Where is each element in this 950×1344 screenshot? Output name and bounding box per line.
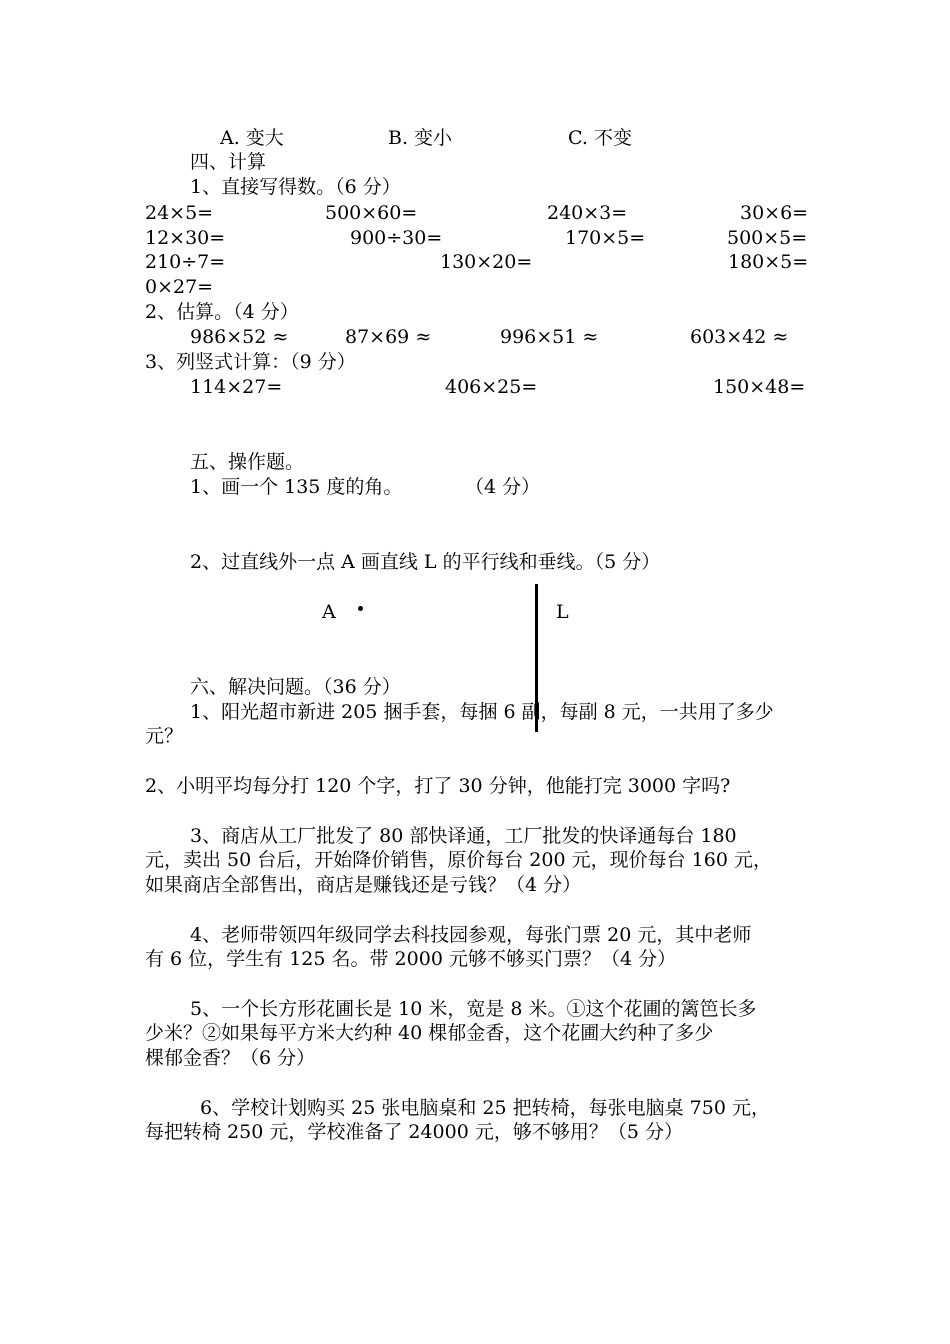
vertical-calc-item: 150×48=	[713, 376, 806, 398]
estimate-item: 986×52 ≈	[190, 326, 289, 348]
problem-4-line: 4、老师带领四年级同学去科技园参观，每张门票 20 元，其中老师	[190, 924, 752, 946]
calc-item: 12×30=	[145, 227, 226, 249]
point-a-label: A	[322, 601, 336, 623]
calc-item: 24×5=	[145, 202, 214, 224]
section-6-title: 六、解决问题。（36 分）	[190, 676, 401, 698]
calc-item: 900÷30=	[350, 227, 443, 249]
estimate-item: 603×42 ≈	[690, 326, 789, 348]
q5-2: 2、过直线外一点 A 画直线 L 的平行线和垂线。（5 分）	[190, 551, 661, 573]
problem-3-line: 如果商店全部售出，商店是赚钱还是亏钱？（4 分）	[145, 874, 582, 896]
choice-c: C. 不变	[568, 127, 632, 149]
calc-item: 240×3=	[547, 202, 628, 224]
line-l-label: L	[556, 601, 569, 623]
calc-item: 0×27=	[145, 276, 214, 298]
problem-5-line: 5、一个长方形花圃长是 10 米，宽是 8 米。①这个花圃的篱笆长多	[190, 998, 757, 1020]
problem-4-line: 有 6 位，学生有 125 名。带 2000 元够不够买门票？（4 分）	[145, 948, 677, 970]
section-5-title: 五、操作题。	[190, 451, 305, 473]
choice-a: A. 变大	[220, 127, 284, 149]
problem-5-line: 少米？②如果每平方米大约种 40 棵郁金香，这个花圃大约种了多少	[145, 1022, 714, 1044]
calc-item: 170×5=	[565, 227, 646, 249]
calc-item: 30×6=	[740, 202, 809, 224]
section-4-title: 四、计算	[190, 151, 267, 173]
problem-6-line: 6、学校计划购买 25 张电脑桌和 25 把转椅，每张电脑桌 750 元，	[200, 1097, 770, 1119]
vertical-calc-item: 406×25=	[445, 376, 538, 398]
calc-item: 130×20=	[440, 251, 533, 273]
point-a-dot	[358, 606, 363, 611]
calc-item: 500×60=	[325, 202, 418, 224]
estimate-item: 87×69 ≈	[345, 326, 432, 348]
choice-b: B. 变小	[388, 127, 453, 149]
problem-3-line: 元，卖出 50 台后，开始降价销售，原价每台 200 元，现价每台 160 元，	[145, 849, 772, 871]
calc-item: 210÷7=	[145, 251, 226, 273]
q4-2-title: 2、估算。（4 分）	[145, 301, 299, 323]
calc-item: 180×5=	[728, 251, 809, 273]
problem-1-line: 1、阳光超市新进 205 捆手套，每捆 6 副，每副 8 元，一共用了多少	[190, 701, 774, 723]
calc-item: 500×5=	[727, 227, 808, 249]
q4-3-title: 3、列竖式计算：（9 分）	[145, 351, 356, 373]
vertical-calc-item: 114×27=	[190, 376, 283, 398]
problem-1-line: 元？	[145, 725, 184, 747]
q5-1-score: （4 分）	[465, 476, 541, 498]
q5-1: 1、画一个 135 度的角。	[190, 476, 403, 498]
problem-3-line: 3、商店从工厂批发了 80 部快译通，工厂批发的快译通每台 180	[190, 825, 737, 847]
q4-1-title: 1、直接写得数。（6 分）	[190, 176, 401, 198]
problem-2-line: 2、小明平均每分打 120 个字，打了 30 分钟，他能打完 3000 字吗?	[145, 775, 731, 797]
problem-5-line: 棵郁金香？（6 分）	[145, 1047, 316, 1069]
estimate-item: 996×51 ≈	[500, 326, 599, 348]
problem-6-line: 每把转椅 250 元，学校准备了 24000 元，够不够用？（5 分）	[145, 1121, 683, 1143]
